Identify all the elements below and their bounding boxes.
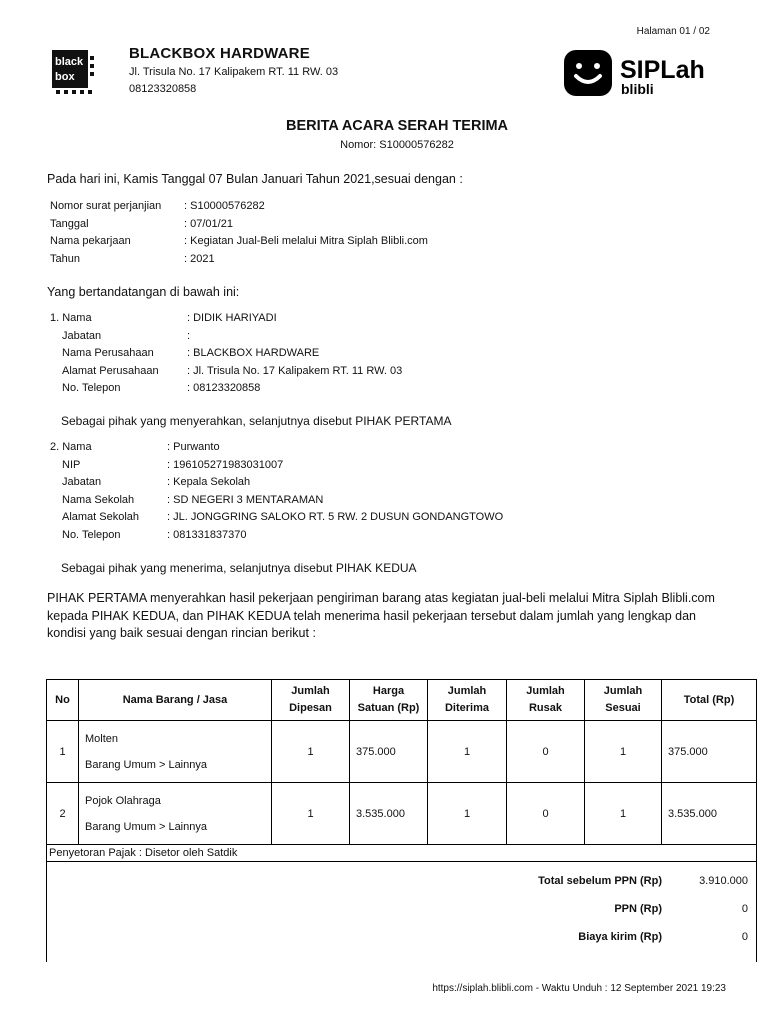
company-phone: 08123320858 — [129, 83, 197, 95]
item-name: Pojok Olahraga — [85, 794, 161, 807]
blackbox-logo — [52, 50, 96, 94]
party-two-label: NIP — [62, 458, 81, 471]
intro-text: Pada hari ini, Kamis Tanggal 07 Bulan Januari Tahun 2021,sesuai dengan : — [47, 172, 463, 186]
col-header-price-line2: Satuan (Rp) — [357, 702, 420, 714]
agreement-value: : Kegiatan Jual-Beli melalui Mitra Siplah Blibli.com — [184, 235, 428, 247]
subtotal-label: Total sebelum PPN (Rp) — [538, 875, 662, 887]
page-number: Halaman 01 / 02 — [636, 26, 710, 37]
party-one-label: Nama Perusahaan — [62, 347, 154, 359]
party-one-value: : — [187, 329, 191, 342]
col-header-price — [350, 680, 428, 721]
party-one-row — [50, 345, 402, 363]
cell-match: 1 — [585, 721, 662, 783]
agreement-value: : S10000576282 — [184, 200, 265, 212]
col-header-ordered-line1: Jumlah — [291, 685, 330, 697]
party-two-value: : Purwanto — [167, 441, 220, 453]
party-two-value: : Kepala Sekolah — [167, 476, 251, 488]
tax-note: Penyetoran Pajak : Disetor oleh Satdik — [47, 845, 757, 862]
party-one-label: No. Telepon — [62, 382, 121, 394]
party-two-label: Alamat Sekolah — [62, 511, 140, 523]
party-one-label: 1. Nama — [50, 312, 92, 324]
party-one-label: Jabatan — [62, 329, 102, 342]
col-header-no: No — [47, 680, 79, 721]
tax-note-row — [47, 845, 757, 862]
party-two-value: : JL. JONGGRING SALOKO RT. 5 RW. 2 DUSUN GONDANGTOWO — [167, 511, 504, 523]
party-two-note: Sebagai pihak yang menerima, selanjutnya disebut PIHAK KEDUA — [61, 561, 417, 575]
agreement-row — [50, 233, 428, 251]
party-two-label: 2. Nama — [50, 441, 92, 453]
cell-match: 1 — [585, 783, 662, 845]
party-two-row — [50, 439, 503, 457]
col-header-received-line2: Diterima — [444, 702, 490, 714]
cell-ordered: 1 — [272, 783, 350, 845]
items-table — [46, 679, 757, 862]
signatory-heading: Yang bertandatangan di bawah ini: — [47, 285, 240, 299]
logo-text-black: black — [55, 56, 84, 68]
document-title: BERITA ACARA SERAH TERIMA — [285, 118, 509, 134]
item-name: Molten — [85, 732, 119, 745]
party-two-row — [50, 527, 503, 545]
agreement-label: Tahun — [50, 252, 80, 265]
cell-damaged: 0 — [507, 721, 585, 783]
party-one-details — [50, 310, 402, 398]
col-header-total: Total (Rp) — [662, 680, 757, 721]
cell-price: 3.535.000 — [350, 783, 428, 845]
agreement-label: Tanggal — [50, 217, 89, 230]
logo-text-box: box — [55, 71, 75, 83]
blibli-logo-text: blibli — [621, 81, 654, 97]
party-two-row — [50, 509, 503, 527]
cell-ordered: 1 — [272, 721, 350, 783]
download-footer: https://siplah.blibli.com - Waktu Unduh : 12 September 2021 19:23 — [432, 983, 726, 994]
party-two-label: Nama Sekolah — [62, 493, 135, 506]
agreement-label: Nama pekarjaan — [50, 235, 131, 247]
cell-item — [79, 783, 272, 845]
agreement-row — [50, 251, 428, 269]
party-one-value: : BLACKBOX HARDWARE — [187, 347, 320, 359]
party-two-value: : 081331837370 — [167, 528, 247, 541]
item-category: Barang Umum > Lainnya — [85, 820, 207, 833]
party-one-value: : Jl. Trisula No. 17 Kalipakem RT. 11 RW. 03 — [187, 364, 403, 377]
ppn-label: PPN (Rp) — [614, 903, 662, 915]
cell-no: 1 — [47, 721, 79, 783]
subtotal-value: 3.910.000 — [699, 875, 748, 887]
totals-box — [46, 862, 757, 962]
party-one-row — [50, 328, 402, 346]
party-two-row — [50, 457, 503, 475]
agreement-row — [50, 216, 428, 234]
table-header-row — [47, 680, 757, 721]
party-one-row — [50, 363, 402, 381]
cell-received: 1 — [428, 783, 507, 845]
cell-total: 3.535.000 — [662, 783, 757, 845]
cell-item — [79, 721, 272, 783]
handover-paragraph: PIHAK PERTAMA menyerahkan hasil pekerjaan pengiriman barang atas kegiatan jual-beli melalui Mitra Siplah Blibli.com kepada PIHAK KEDUA, dan PIHAK KEDUA telah menerima hasil pekerjaan tersebut dalam jumlah yang lengkap dan kondisi yang baik sesuai dengan rincian berikut : — [47, 591, 715, 640]
party-one-value: : DIDIK HARIYADI — [187, 312, 277, 324]
col-header-match-line2: Sesuai — [605, 702, 641, 714]
party-two-label: Jabatan — [62, 476, 102, 488]
col-header-ordered — [272, 680, 350, 721]
agreement-value: : 2021 — [184, 252, 215, 265]
party-one-label: Alamat Perusahaan — [62, 364, 159, 377]
agreement-label: Nomor surat perjanjian — [50, 200, 162, 212]
cell-damaged: 0 — [507, 783, 585, 845]
cell-price: 375.000 — [350, 721, 428, 783]
col-header-ordered-line2: Dipesan — [289, 702, 332, 714]
company-address: Jl. Trisula No. 17 Kalipakem RT. 11 RW. 03 — [129, 66, 339, 78]
col-header-price-line1: Harga — [372, 685, 405, 697]
party-one-note: Sebagai pihak yang menyerahkan, selanjutnya disebut PIHAK PERTAMA — [61, 414, 452, 428]
agreement-row — [50, 198, 428, 216]
party-two-row — [50, 474, 503, 492]
party-two-value: : SD NEGERI 3 MENTARAMAN — [167, 493, 324, 506]
item-category: Barang Umum > Lainnya — [85, 758, 207, 771]
col-header-match-line1: Jumlah — [603, 685, 643, 697]
col-header-received — [428, 680, 507, 721]
col-header-damaged-line1: Jumlah — [526, 685, 565, 697]
col-header-name: Nama Barang / Jasa — [79, 680, 272, 721]
cell-received: 1 — [428, 721, 507, 783]
ppn-value: 0 — [741, 903, 748, 915]
shipping-value: 0 — [741, 931, 748, 943]
shipping-label: Biaya kirim (Rp) — [578, 931, 662, 943]
party-one-row — [50, 310, 402, 328]
document-number: Nomor: S10000576282 — [340, 139, 454, 151]
company-name: BLACKBOX HARDWARE — [129, 45, 310, 62]
agreement-details — [50, 198, 428, 268]
col-header-match — [585, 680, 662, 721]
party-two-row — [50, 492, 503, 510]
table-row — [47, 721, 757, 783]
table-row — [47, 783, 757, 845]
party-one-value: : 08123320858 — [187, 382, 261, 394]
cell-no: 2 — [47, 783, 79, 845]
col-header-received-line1: Jumlah — [447, 685, 487, 697]
party-two-label: No. Telepon — [62, 528, 121, 541]
cell-total: 375.000 — [662, 721, 757, 783]
siplah-logo-text: SIPLah — [620, 56, 705, 84]
party-two-value: : 196105271983031007 — [167, 458, 284, 471]
party-one-row — [50, 380, 402, 398]
agreement-value: : 07/01/21 — [184, 217, 233, 230]
col-header-damaged-line2: Rusak — [528, 702, 563, 714]
siplah-blibli-logo — [563, 48, 723, 100]
party-two-details — [50, 439, 503, 544]
col-header-damaged — [507, 680, 585, 721]
